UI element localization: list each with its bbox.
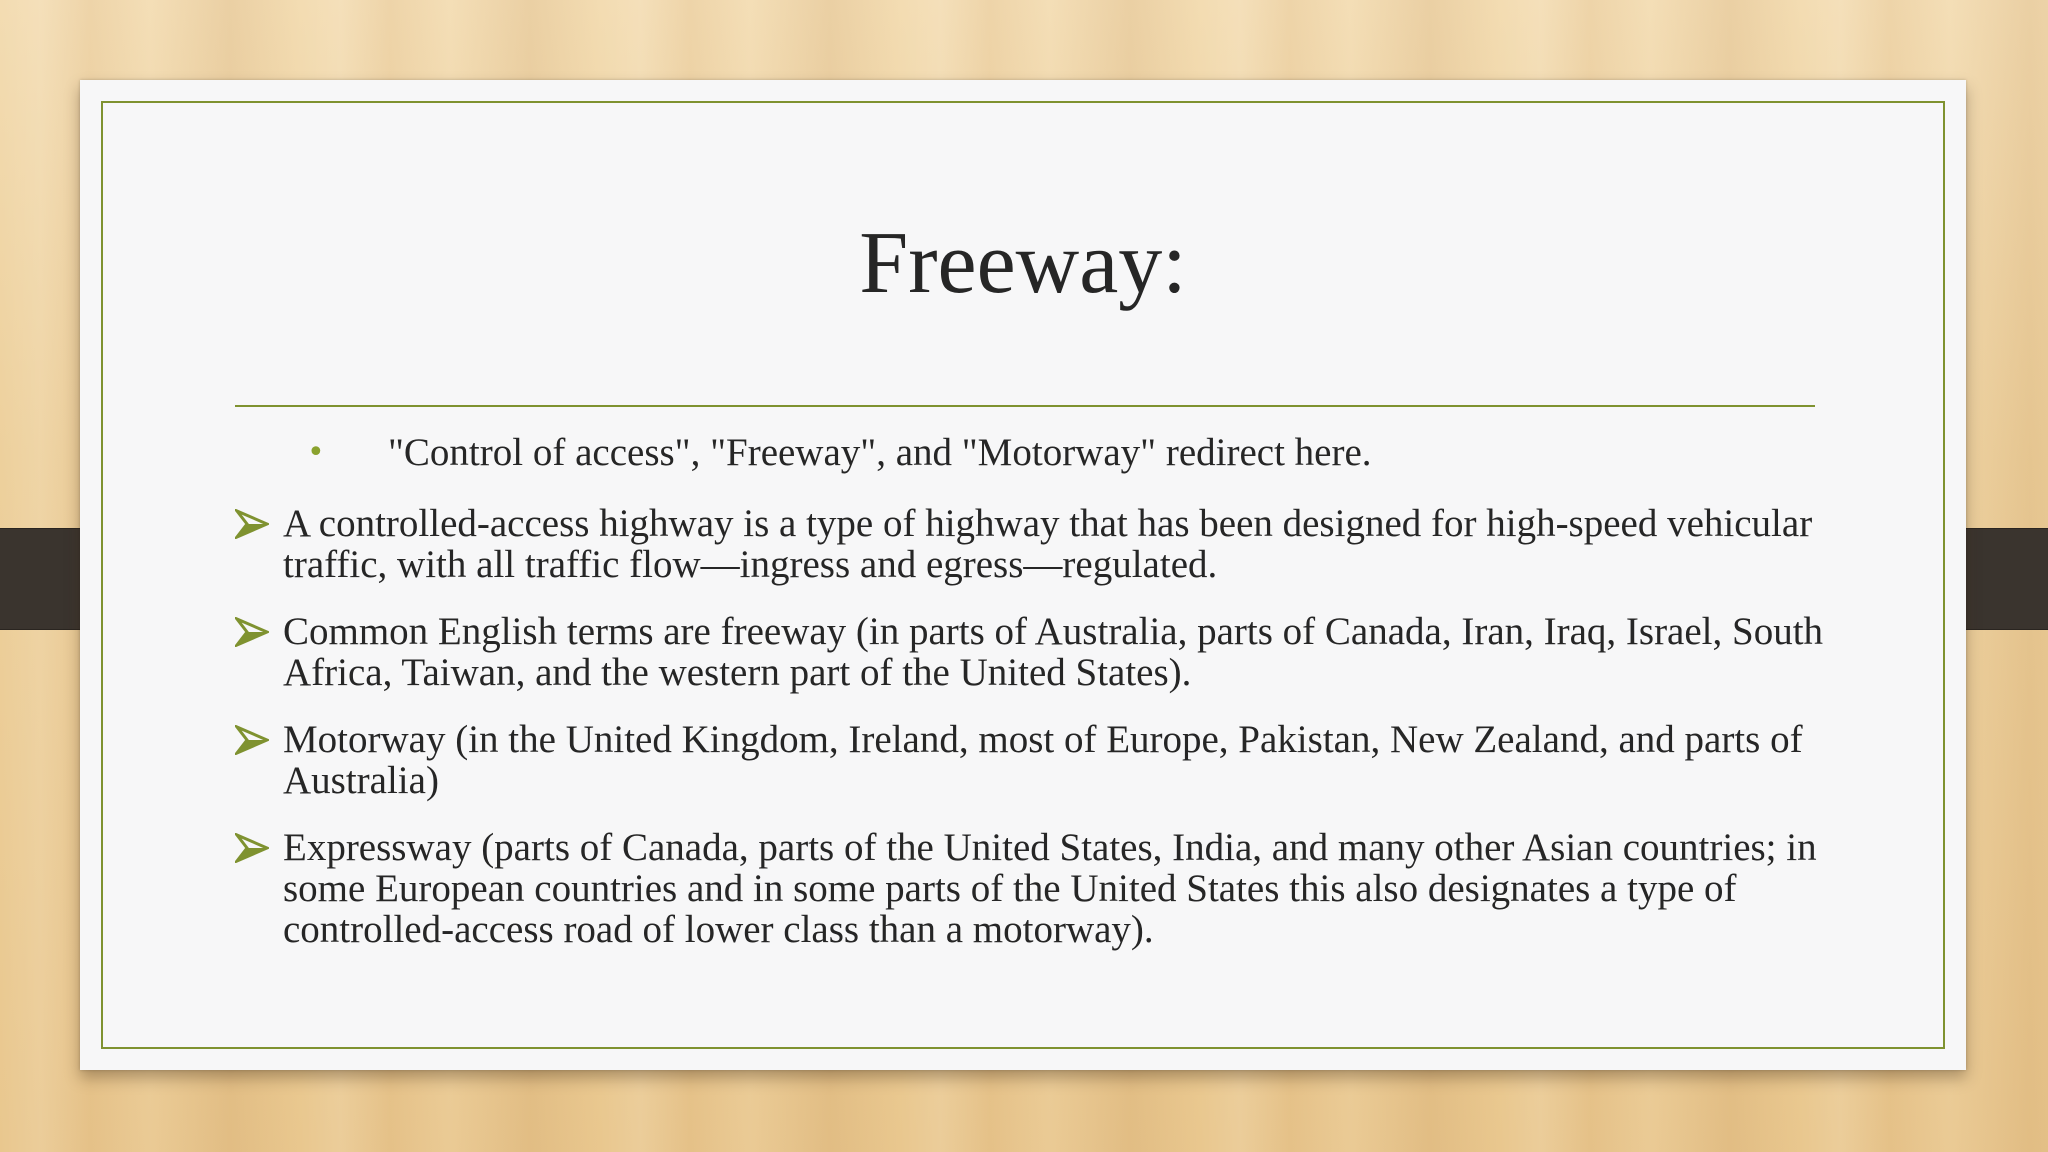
arrow-bullet-icon [235, 833, 269, 863]
arrow-bullet-icon [235, 725, 269, 755]
title-divider [235, 405, 1815, 407]
bullet-text: A controlled-access highway is a type of highway that has been designed for high-speed vehicular traffic, with all traffic flow—ingress and egress—regulated. [283, 502, 1813, 586]
bullet-item [235, 503, 1865, 585]
bullet-text: "Control of access", "Freeway", and "Motorway" redirect here. [388, 431, 1372, 474]
bullet-item [235, 432, 1865, 473]
bullet-item [235, 827, 1865, 950]
slide [80, 80, 1966, 1070]
bullet-text: Common English terms are freeway (in parts of Australia, parts of Canada, Iran, Iraq, Israel, South Africa, Taiwan, and the western part of the United States). [283, 610, 1824, 694]
bullet-item [235, 719, 1865, 801]
bullet-item [235, 611, 1865, 693]
bullet-text: Motorway (in the United Kingdom, Ireland, most of Europe, Pakistan, New Zealand, and parts of Australia) [283, 718, 1803, 802]
bullet-dot-icon: • [307, 435, 325, 470]
bullet-list [235, 432, 1865, 976]
arrow-bullet-icon [235, 617, 269, 647]
slide-title: Freeway: [859, 215, 1187, 312]
bullet-text: Expressway (parts of Canada, parts of the United States, India, and many other Asian countries; in some European countries and in some parts of the United States this also designates a type of controlled-access road of lower class than a motorway). [283, 826, 1817, 951]
arrow-bullet-icon [235, 509, 269, 539]
